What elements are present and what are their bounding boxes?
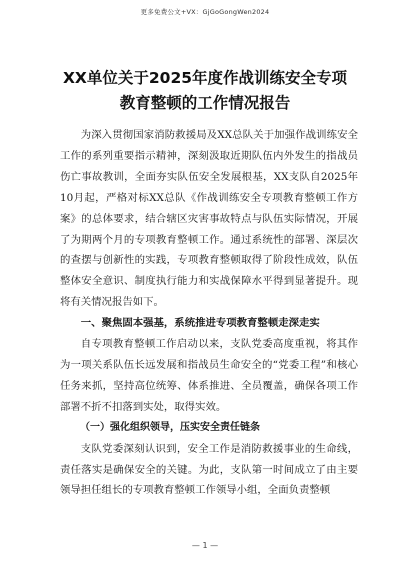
intro-paragraph: 为深入贯彻国家消防救援局及XX总队关于加强作战训练安全工作的系列重要指示精神，深刻汲取近期队伍内外发生的指战员伤亡事故教训，全面夯实队伍安全发展根基，XX支队自2025年10月起，严格对标XX总队《作战训练安全专项教育整顿工作方案》的总体要求，结合辖区灾害事故特点与队伍实际情况，开展了为期两个月的专项教育整顿工作。通过系统性的部署、深层次的查摆与创新性的实践，专项教育整顿取得了阶段性成效，队伍整体安全意识、制度执行能力和实战保障水平得到显著提升。现将有关情况报告如下。	[60, 129, 358, 309]
page-number: — 1 —	[191, 541, 219, 550]
document-title	[30, 66, 380, 116]
subsection-heading-1: （一）强化组织领导，压实安全责任链条	[80, 421, 260, 433]
section-heading-1: 一、聚焦固本强基，系统推进专项教育整顿走深走实	[80, 317, 320, 330]
section-1-paragraph: 自专项教育整顿工作启动以来，支队党委高度重视，将其作为一项关系队伍长远发展和指战员生命安全的“党委工程”和核心任务来抓，坚持高位统筹、体系推进、全员覆盖，确保各项工作部署不折不扣落到实处，取得实效。	[60, 338, 358, 413]
header-banner-text: 更多免费公文+VX：GjGoGongWen2024	[140, 7, 270, 16]
header-banner	[0, 0, 410, 22]
title-line-2: 教育整顿的工作情况报告	[119, 94, 291, 112]
subsection-1-paragraph: 支队党委深刻认识到，安全工作是消防救援事业的生命线，责任落实是确保安全的关键。为此，支队第一时间成立了由主要领导担任组长的专项教育整顿工作领导小组，全面负责整顿	[60, 442, 358, 497]
title-line-1: XX单位关于2025年度作战训练安全专项	[62, 69, 348, 87]
document-body	[60, 125, 358, 501]
